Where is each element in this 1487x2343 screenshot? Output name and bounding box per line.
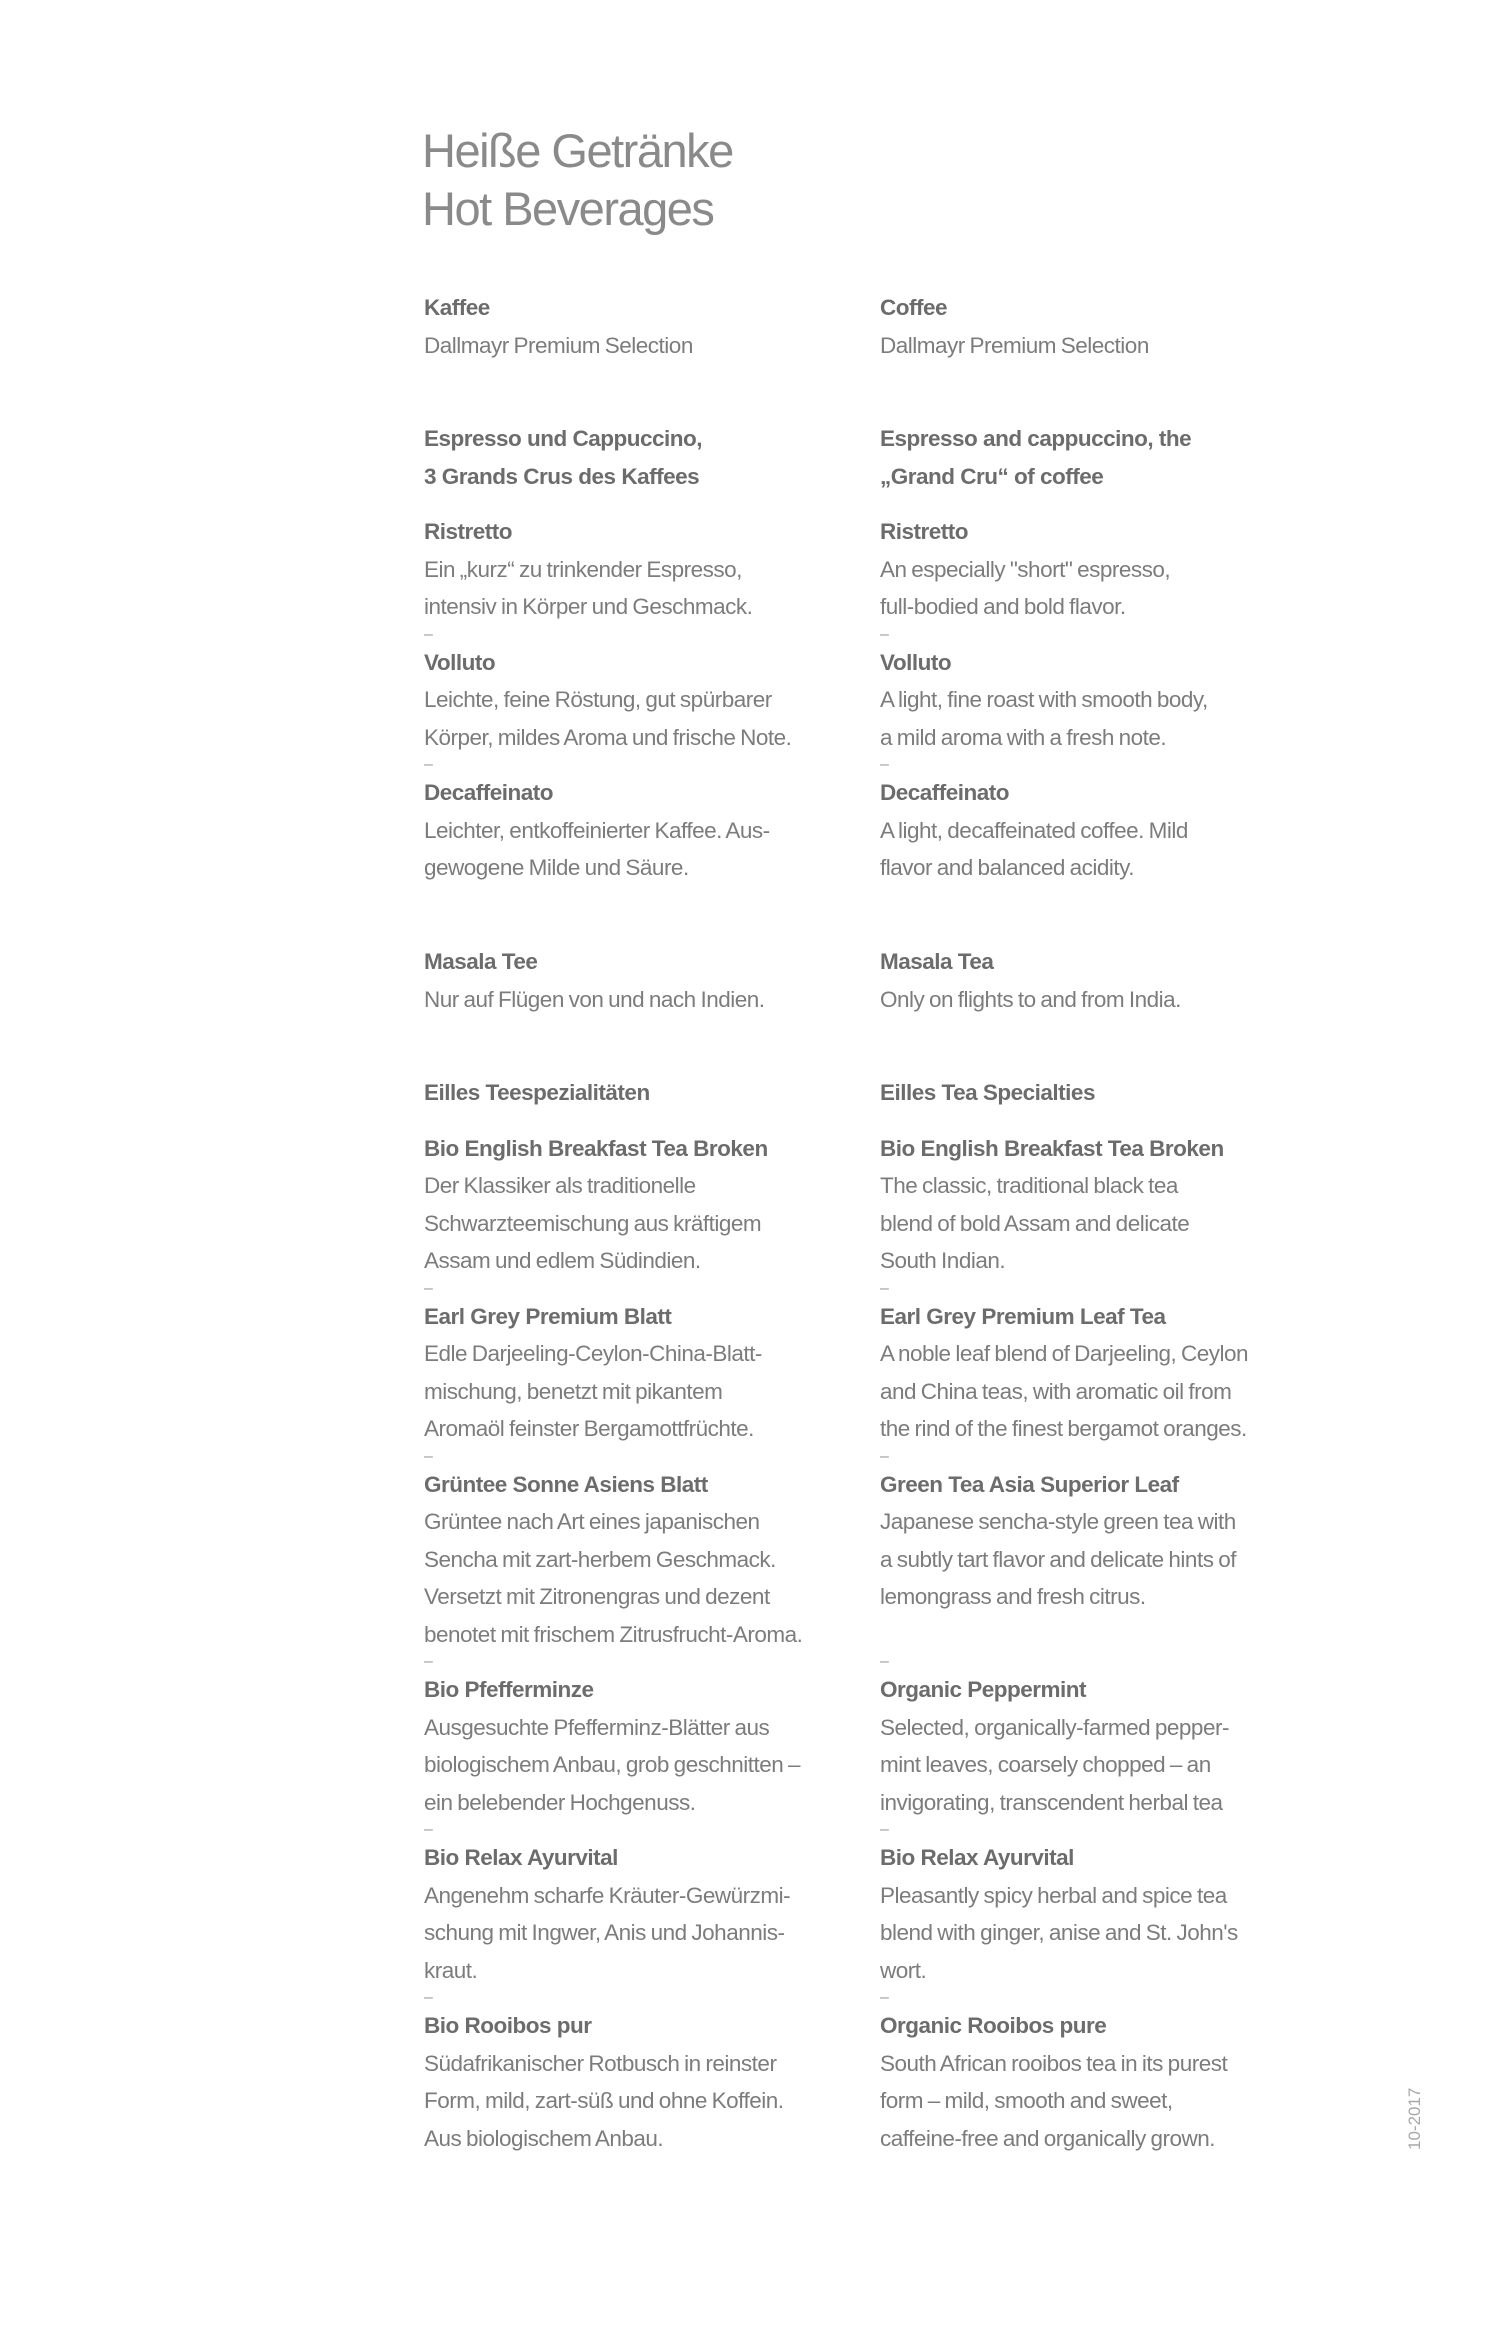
dash-divider: – xyxy=(880,625,889,643)
item-description-line: blend with ginger, anise and St. John's xyxy=(880,1920,1238,1945)
dash-divider: – xyxy=(424,1989,433,2006)
item-separator xyxy=(424,1280,864,1298)
item-description-line: Schwarzteemischung aus kräftigem xyxy=(424,1210,762,1236)
item-description-line xyxy=(880,1616,1320,1654)
menu-item xyxy=(880,513,1320,644)
item-description-line: Edle Darjeeling-Ceylon-China-Blatt- xyxy=(424,1341,762,1366)
menu-item xyxy=(880,644,1320,775)
page-title xyxy=(422,122,733,238)
item-description-line: South African rooibos tea in its purest xyxy=(880,2050,1228,2076)
item-description-line: Sencha mit zart-herbem Geschmack. xyxy=(424,1546,776,1572)
item-description-line: benotet mit frischem Zitrusfrucht-Aroma. xyxy=(424,1621,803,1647)
item-description-line: Aromaöl feinster Bergamottfrüchte. xyxy=(424,1416,754,1441)
item-description-line: full-bodied and bold flavor. xyxy=(880,594,1126,619)
item-description-line: caffeine-free and organically grown. xyxy=(880,2125,1216,2151)
item-description-line: mischung, benetzt mit pikantem xyxy=(424,1378,723,1404)
item-description-line: a mild aroma with a fresh note. xyxy=(880,724,1167,750)
dash-divider: – xyxy=(880,1279,889,1297)
item-heading: Earl Grey Premium Blatt xyxy=(424,1303,672,1329)
item-description-line: South Indian. xyxy=(880,1248,1006,1273)
print-date: 10-2017 xyxy=(1405,2087,1424,2150)
item-heading: Kaffee xyxy=(424,295,490,320)
item-heading: Espresso and cappuccino, the xyxy=(880,426,1192,451)
item-description-line: flavor and balanced acidity. xyxy=(880,855,1134,880)
item-description-line: a subtly tart flavor and delicate hints of xyxy=(880,1546,1236,1572)
menu-item xyxy=(880,943,1320,1018)
item-heading: Grüntee Sonne Asiens Blatt xyxy=(424,1471,708,1497)
menu-item xyxy=(424,644,864,775)
menu-item xyxy=(880,289,1320,364)
item-heading: Earl Grey Premium Leaf Tea xyxy=(880,1303,1166,1329)
item-description-line: biologischem Anbau, grob geschnitten – xyxy=(424,1752,801,1777)
item-description-line: Grüntee nach Art eines japanischen xyxy=(424,1509,760,1534)
menu-item xyxy=(424,1298,864,1466)
dash-divider: – xyxy=(880,1989,889,2006)
menu-item xyxy=(880,774,1320,887)
item-description-line: Japanese sencha-style green tea with xyxy=(880,1509,1236,1534)
item-description-line: wort. xyxy=(880,1957,927,1983)
menu-item xyxy=(880,2007,1320,2157)
dash-divider: – xyxy=(424,1279,433,1297)
title-german: Heiße Getränke xyxy=(422,124,733,177)
menu-item xyxy=(424,513,864,644)
item-description-line: A noble leaf blend of Darjeeling, Ceylon xyxy=(880,1341,1249,1366)
menu-item xyxy=(424,1130,864,1298)
item-description-line: Versetzt mit Zitronengras und dezent xyxy=(424,1584,770,1609)
item-heading: Masala Tee xyxy=(424,949,538,974)
item-description-line: Pleasantly spicy herbal and spice tea xyxy=(880,1882,1227,1908)
item-description-line: Körper, mildes Aroma und frische Note. xyxy=(424,724,792,750)
item-description-line: Ein „kurz“ zu trinkender Espresso, xyxy=(424,556,742,582)
title-english: Hot Beverages xyxy=(422,182,714,235)
item-description-line: An especially "short" espresso, xyxy=(880,556,1171,582)
item-description-line: A light, decaffeinated coffee. Mild xyxy=(880,817,1188,843)
menu-item xyxy=(424,1466,864,1672)
item-description-line: Angenehm scharfe Kräuter-Gewürzmi- xyxy=(424,1882,791,1908)
item-separator xyxy=(424,1448,864,1466)
item-description-line: Nur auf Flügen von und nach Indien. xyxy=(424,986,765,1012)
dash-divider: – xyxy=(880,1447,889,1465)
item-separator xyxy=(880,1280,1320,1298)
item-description-line: intensiv in Körper und Geschmack. xyxy=(424,594,753,619)
item-heading: 3 Grands Crus des Kaffees xyxy=(424,463,700,489)
spacer xyxy=(424,1112,864,1130)
item-heading: Bio English Breakfast Tea Broken xyxy=(424,1135,768,1161)
menu-item xyxy=(424,289,864,364)
dash-divider: – xyxy=(424,756,433,773)
item-heading: Organic Rooibos pure xyxy=(880,2013,1107,2038)
coffee-intro xyxy=(880,289,1320,364)
menu-item xyxy=(424,1671,864,1839)
item-heading: Eilles Tea Specialties xyxy=(880,1080,1095,1105)
dash-divider: – xyxy=(880,756,889,773)
item-heading: Bio Rooibos pur xyxy=(424,2013,592,2038)
item-description-line: and China teas, with aromatic oil from xyxy=(880,1378,1232,1404)
dash-divider: – xyxy=(424,625,433,643)
item-description-line: Ausgesuchte Pfefferminz-Blätter aus xyxy=(424,1714,770,1740)
item-separator xyxy=(424,1821,864,1839)
menu-item xyxy=(880,420,1320,513)
item-separator xyxy=(880,1653,1320,1671)
item-description-line: Dallmayr Premium Selection xyxy=(880,332,1149,358)
tea-section xyxy=(880,1074,1320,2157)
menu-item xyxy=(424,774,864,887)
item-description-line: Assam und edlem Südindien. xyxy=(424,1248,701,1273)
item-separator xyxy=(880,1821,1320,1839)
item-heading: Volluto xyxy=(880,649,952,675)
item-separator xyxy=(424,1989,864,2007)
item-description-line: blend of bold Assam and delicate xyxy=(880,1210,1190,1236)
dash-divider: – xyxy=(424,1821,433,1838)
item-heading: Ristretto xyxy=(424,519,513,544)
espresso-section xyxy=(424,420,864,887)
item-description-line: form – mild, smooth and sweet, xyxy=(880,2088,1173,2113)
item-description-line: Form, mild, zart-süß und ohne Koffein. xyxy=(424,2088,784,2113)
menu-item xyxy=(880,1671,1320,1839)
menu-item xyxy=(424,1839,864,2007)
item-description-line: mint leaves, coarsely chopped – an xyxy=(880,1752,1211,1777)
item-description-line: Only on flights to and from India. xyxy=(880,986,1181,1012)
spacer xyxy=(880,495,1320,513)
item-description-line: Dallmayr Premium Selection xyxy=(424,332,693,358)
menu-item xyxy=(880,1130,1320,1298)
item-separator xyxy=(880,756,1320,774)
dash-divider: – xyxy=(424,1447,433,1465)
item-description-line: kraut. xyxy=(424,1957,478,1983)
item-heading: Espresso und Cappuccino, xyxy=(424,426,703,451)
item-description-line: A light, fine roast with smooth body, xyxy=(880,687,1208,712)
tea-section xyxy=(424,1074,864,2157)
item-heading: Bio Relax Ayurvital xyxy=(880,1845,1074,1870)
item-heading: Bio English Breakfast Tea Broken xyxy=(880,1135,1224,1161)
item-separator xyxy=(424,1653,864,1671)
item-description-line: The classic, traditional black tea xyxy=(880,1173,1178,1198)
item-heading: Eilles Teespezialitäten xyxy=(424,1080,650,1105)
menu-item xyxy=(424,2007,864,2157)
item-description-line: schung mit Ingwer, Anis und Johannis- xyxy=(424,1920,785,1945)
item-separator xyxy=(424,756,864,774)
item-heading: Bio Relax Ayurvital xyxy=(424,1845,618,1870)
menu-item xyxy=(880,1074,1320,1130)
item-heading: Decaffeinato xyxy=(424,780,554,805)
item-heading: Coffee xyxy=(880,295,948,320)
menu-item xyxy=(424,1074,864,1130)
item-heading: „Grand Cru“ of coffee xyxy=(880,463,1104,489)
item-heading: Masala Tea xyxy=(880,949,994,974)
item-description-line: Leichter, entkoffeinierter Kaffee. Aus- xyxy=(424,817,770,843)
dash-divider: – xyxy=(424,1653,433,1670)
item-separator xyxy=(424,626,864,644)
item-description-line: invigorating, transcendent herbal tea xyxy=(880,1789,1223,1815)
dash-divider: – xyxy=(880,1821,889,1838)
item-description-line: Leichte, feine Röstung, gut spürbarer xyxy=(424,687,772,712)
menu-item xyxy=(424,943,864,1018)
masala-section xyxy=(880,943,1320,1018)
masala-section xyxy=(424,943,864,1018)
item-description-line: Aus biologischem Anbau. xyxy=(424,2125,664,2151)
item-description-line: ein belebender Hochgenuss. xyxy=(424,1789,696,1815)
menu-item xyxy=(880,1298,1320,1466)
item-separator xyxy=(880,1448,1320,1466)
item-description-line: Südafrikanischer Rotbusch in reinster xyxy=(424,2050,777,2076)
item-heading: Green Tea Asia Superior Leaf xyxy=(880,1471,1179,1497)
menu-item xyxy=(880,1466,1320,1672)
menu-item xyxy=(880,1839,1320,2007)
item-heading: Volluto xyxy=(424,649,496,675)
coffee-intro xyxy=(424,289,864,364)
menu-item xyxy=(424,420,864,513)
dash-divider: – xyxy=(880,1653,889,1670)
item-heading: Bio Pfefferminze xyxy=(424,1677,594,1702)
item-description-line: gewogene Milde und Säure. xyxy=(424,855,689,880)
item-description-line: Selected, organically-farmed pepper- xyxy=(880,1714,1229,1740)
spacer xyxy=(880,1112,1320,1130)
spacer xyxy=(424,495,864,513)
item-separator xyxy=(880,626,1320,644)
item-description-line: lemongrass and fresh citrus. xyxy=(880,1584,1146,1609)
item-heading: Decaffeinato xyxy=(880,780,1010,805)
espresso-section xyxy=(880,420,1320,887)
item-heading: Organic Peppermint xyxy=(880,1677,1087,1702)
item-description-line: Der Klassiker als traditionelle xyxy=(424,1173,696,1198)
item-heading: Ristretto xyxy=(880,519,969,544)
item-separator xyxy=(880,1989,1320,2007)
item-description-line: the rind of the finest bergamot oranges. xyxy=(880,1416,1247,1441)
